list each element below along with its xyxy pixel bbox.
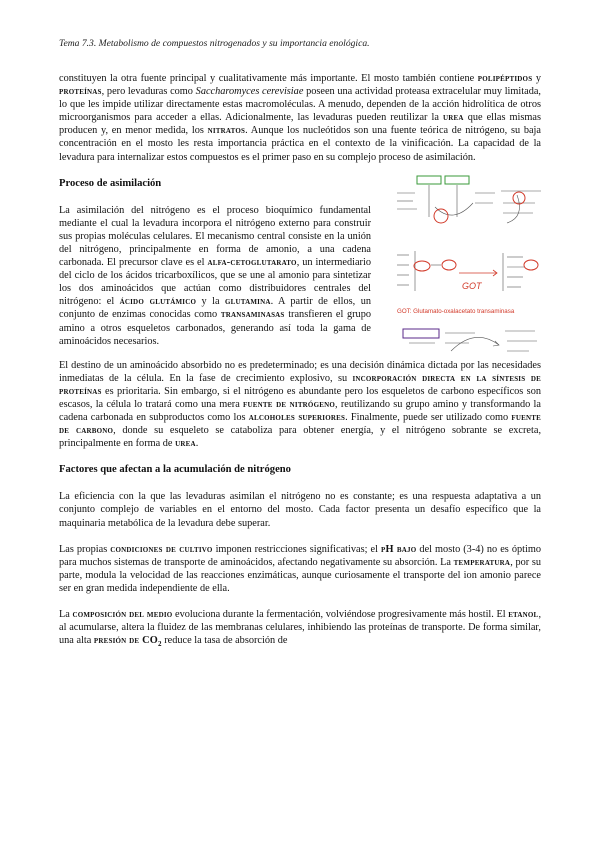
page-content bbox=[59, 72, 541, 647]
assimilation-paragraph: La asimilación del nitrógeno es el proceso bioquímico fundamental mediante el cual la levadura incorpora el nitrógeno externo para construir sus propias moléculas celulares. El mecanismo central consiste en la unión del nitrógeno, principalmente en forma de amonio, a una cadena carbonada. El precursor clave es el alfa-cetoglutarato, un intermediario del ciclo de los ácidos tricarboxílicos, que se une al amonio para sintetizar los dos aminoácidos que actúan como distribuidores centrales del nitrógeno: el ácido glutámico y la glutamina. A partir de ellos, un conjunto de enzimas conocidas como transaminasas transfieren el grupo amino a otros esqueletos carbonados, generando así toda la gama de aminoácidos necesarios. bbox=[59, 204, 371, 347]
figure-panel-bottom bbox=[403, 329, 537, 351]
section-heading-factors: Factores que afectan a la acumulación de nitrógeno bbox=[59, 464, 291, 476]
intro-paragraph: constituyen la otra fuente principal y cualitativamente más importante. El mosto también contiene polipéptidos y proteínas, pero levaduras como Saccharomyces cerevisiae poseen una actividad proteasa extracelular muy limitada, lo que les impide utilizar directamente estas macromoléculas. A menudo, dependen de la acción hidrolítica de otros microorganismos para acceder a ellas. Adicionalmente, las levaduras pueden reutilizar la urea que ellas mismas producen y, en menor medida, los nitratos. Aunque los nucleótidos son una fuente teórica de nitrógeno, su baja concentración en el mosto les resta importancia práctica en el contexto de la vinificación. La capacidad de la levadura para internalizar estos compuestos es el primer paso en su complejo proceso de asimilación. bbox=[59, 73, 542, 163]
figure-caption: GOT: Glutamato-oxalacetato transaminasa bbox=[397, 307, 515, 315]
factors-paragraph-2: Las propias condiciones de cultivo imponen restricciones significativas; el pH bajo del mosto (3-4) no es óptimo para muchos sistemas de transporte de aminoácidos, afectando negativamente su absorción. La temperatura, por su parte, modula la velocidad de las reacciones enzimáticas, aunque curiosamente el transporte del ion amonio parece ser en gran medida independiente de ella. bbox=[59, 543, 542, 594]
transamination-figure bbox=[395, 173, 543, 363]
figure-panel-top bbox=[397, 176, 541, 223]
running-header: Tema 7.3. Metabolismo de compuestos nitrogenados y su importancia enológica. bbox=[59, 38, 370, 49]
factors-paragraph-1: La eficiencia con la que las levaduras asimilan el nitrógeno no es constante; es una respuesta adaptativa a un conjunto complejo de variables en el entorno del mosto. Cada factor presenta un desafío específico que la maquinaria metabólica de la levadura debe superar. bbox=[59, 491, 541, 529]
section-heading-assimilation: Proceso de asimilación bbox=[59, 177, 162, 189]
factors-paragraph-3: La composición del medio evoluciona durante la fermentación, volviéndose progresivamente más hostil. El etanol, al acumularse, altera la fluidez de las membranas celulares, inhibiendo las proteínas de transporte. De forma similar, una alta presión de $CO_2$ reduce la tasa de absorción de bbox=[59, 609, 542, 649]
destino-paragraph: El destino de un aminoácido absorbido no es predeterminado; es una decisión dinámica dictada por las necesidades inmediatas de la célula. En la fase de crecimiento explosivo, su incorporación directa en la síntesis de proteínas es prioritaria. Sin embargo, si el nitrógeno es abundante pero los esqueletos de carbono específicos son escasos, la célula lo tratará como una mera fuente de nitrógeno, reutilizando su grupo amino y transformando la cadena carbonada en subproductos como los alcoholes superiores. Finalmente, puede ser utilizado como fuente de carbono, donde su esqueleto se cataboliza para obtener energía, y el nitrógeno sobrante se excreta, principalmente en forma de urea. bbox=[59, 359, 542, 450]
assimilation-section bbox=[59, 177, 541, 348]
figure-enzyme-label: GOT bbox=[462, 280, 482, 291]
